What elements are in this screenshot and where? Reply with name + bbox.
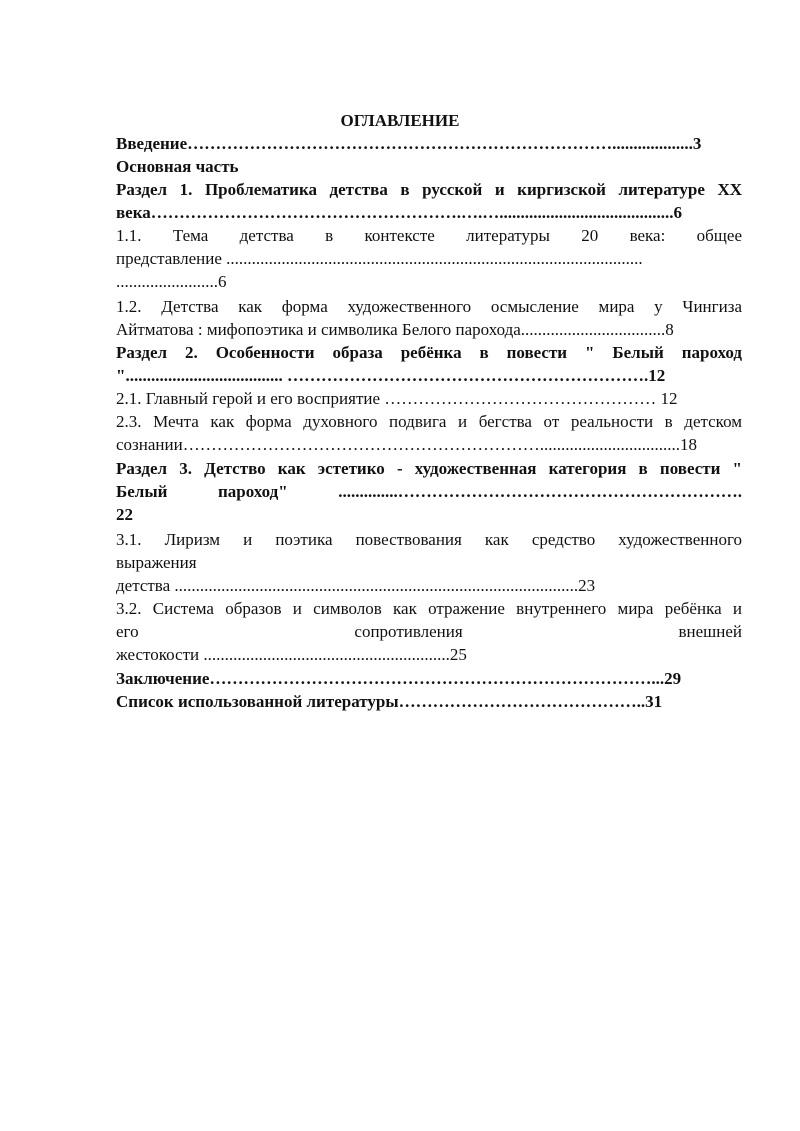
toc-1-1-line3: ........................6 bbox=[116, 272, 227, 291]
toc-3-2-line3: жестокости ..........................................................25 bbox=[116, 645, 467, 664]
toc-references: Список использованной литературы……………………………………..31 bbox=[116, 692, 663, 711]
toc-3-2-line2: его сопротивления внешней bbox=[116, 622, 742, 641]
toc-section3-line2: Белый пароход" ..............……………………………………………………. bbox=[116, 482, 742, 501]
toc-3-2-line1: 3.2. Система образов и символов как отражение внутреннего мира ребёнка и bbox=[116, 599, 742, 618]
toc-main-part: Основная часть bbox=[116, 157, 239, 176]
toc-section3-line3: 22 bbox=[116, 505, 133, 524]
toc-conclusion: Заключение……………………………………………………………………...29 bbox=[116, 669, 682, 688]
toc-3-1-line3: детства ...............................................................................................23 bbox=[116, 576, 596, 595]
toc-section3-line1: Раздел 3. Детство как эстетико - художественная категория в повести " bbox=[116, 459, 742, 478]
toc-1-2-line2: Айтматова : мифопоэтика и символика Белого парохода..................................8 bbox=[116, 320, 674, 339]
toc-title: ОГЛАВЛЕНИЕ bbox=[340, 111, 460, 130]
toc-3-1-line1: 3.1. Лиризм и поэтика повествования как средство художественного bbox=[116, 530, 742, 549]
toc-1-1-line2: представление .................................................................................................. bbox=[116, 249, 643, 268]
toc-2-1: 2.1. Главный герой и его восприятие ………………………………………… 12 bbox=[116, 389, 678, 408]
toc-1-1-line1: 1.1. Тема детства в контексте литературы 20 века: общее bbox=[116, 226, 742, 245]
toc-1-2-line1: 1.2. Детства как форма художественного осмысление мира у Чингиза bbox=[116, 297, 742, 316]
toc-2-3-line2: сознании……………………………………………………….................................18 bbox=[116, 435, 697, 454]
toc-section2-line1: Раздел 2. Особенности образа ребёнка в повести " Белый пароход bbox=[116, 343, 742, 362]
toc-section1-line2: века……………………………………………….….….........................................6 bbox=[116, 203, 683, 222]
toc-2-3-line1: 2.3. Мечта как форма духовного подвига и бегства от реальности в детском bbox=[116, 412, 742, 431]
toc-3-1-line2: выражения bbox=[116, 553, 197, 572]
toc-intro: Введение…………………………………………………………………...................3 bbox=[116, 134, 702, 153]
toc-section2-line2: "..................................... ……………………………………………………….12 bbox=[116, 366, 666, 385]
toc-section1-line1: Раздел 1. Проблематика детства в русской и киргизской литературе XX bbox=[116, 180, 742, 199]
